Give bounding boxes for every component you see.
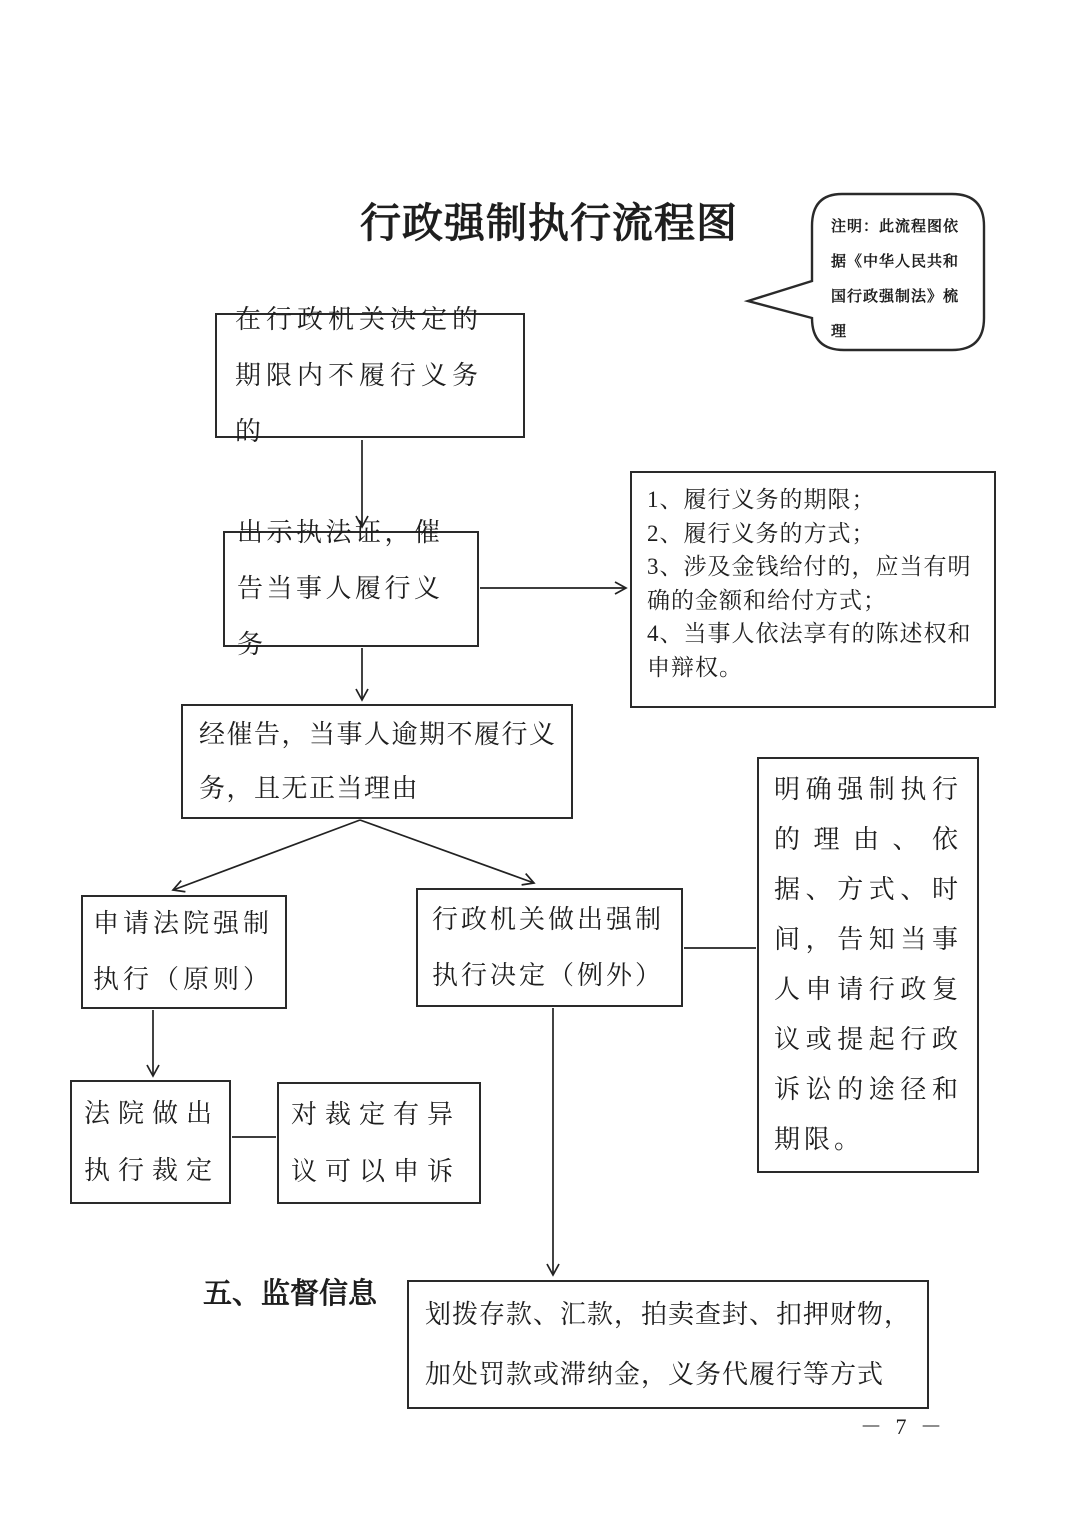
arrow-overdue-to-agency [360, 820, 534, 883]
flow-node-decision-contents: 明确强制执行的理由、依据、方式、时间，告知当事人申请行政复议或提起行政诉讼的途径和期限。 [757, 757, 979, 1173]
notice-item-4: 4、当事人依法享有的陈述权和申辩权。 [647, 621, 972, 680]
flow-node-court-ruling: 法院做出执行裁定 [70, 1080, 231, 1204]
flow-node-appeal: 对裁定有异议可以申诉 [277, 1082, 481, 1204]
flow-node-notice-requirements [630, 471, 996, 708]
notice-item-1: 1、履行义务的期限； [647, 487, 876, 512]
section-heading: 五、监督信息 [203, 1278, 378, 1310]
page-title: 行政强制执行流程图 [360, 200, 738, 246]
callout-note: 注明：此流程图依据《中华人民共和国行政强制法》梳理 [831, 218, 960, 340]
flow-node-demand: 出示执法证，催告当事人履行义务 [223, 531, 479, 647]
arrow-overdue-to-court-apply [173, 820, 360, 890]
notice-item-3: 3、涉及金钱给付的，应当有明确的金额和给付方式； [647, 554, 972, 613]
flow-node-start: 在行政机关决定的期限内不履行义务的 [215, 313, 525, 438]
notice-item-2: 2、履行义务的方式； [647, 520, 876, 546]
flow-node-agency-decision: 行政机关做出强制执行决定（例外） [416, 888, 683, 1007]
flow-node-execution-methods: 划拨存款、汇款，拍卖查封、扣押财物，加处罚款或滞纳金，义务代履行等方式 [407, 1280, 929, 1409]
flow-node-overdue: 经催告，当事人逾期不履行义务，且无正当理由 [181, 704, 573, 819]
flow-node-court-apply: 申请法院强制执行（原则） [81, 895, 287, 1009]
page-number: － 7 － [860, 1414, 947, 1439]
